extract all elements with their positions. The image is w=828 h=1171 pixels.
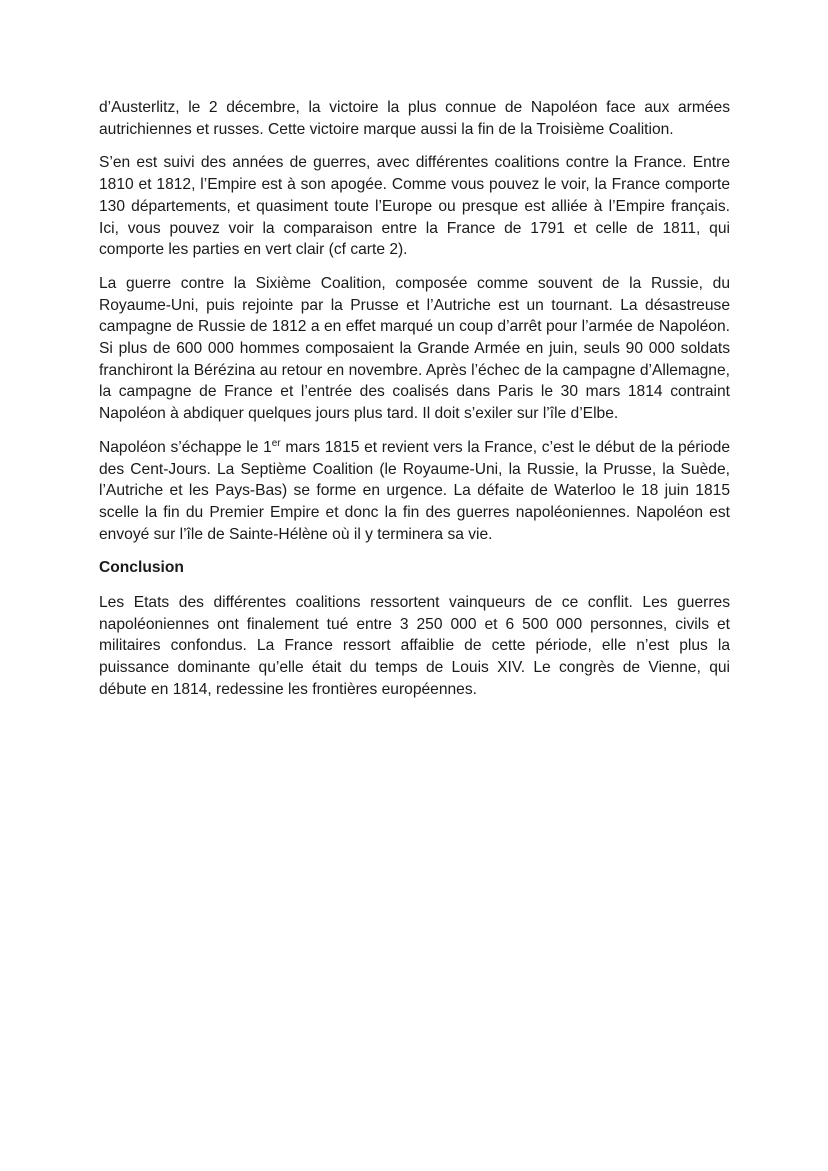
- paragraph-hundred-days: [99, 437, 730, 546]
- paragraph-conclusion: Les Etats des différentes coalitions ressortent vainqueurs de ce conflit. Les guerres napoléoniennes ont finalement tué entre 3 250 000 et 6 500 000 personnes, civils et militaires confondus. La France ressort affaiblie de cette période, elle n’est plus la puissance dominante qu’elle était du temps de Louis XIV. Le congrès de Vienne, qui débute en 1814, redessine les frontières européennes.: [99, 594, 730, 698]
- document-body: [99, 97, 730, 713]
- paragraph-austerlitz: d’Austerlitz, le 2 décembre, la victoire la plus connue de Napoléon face aux armées autrichiennes et russes. Cette victoire marque aussi la fin de la Troisième Coalition.: [99, 99, 730, 138]
- paragraph-empire-apogee: S’en est suivi des années de guerres, avec différentes coalitions contre la France. Entre 1810 et 1812, l’Empire est à son apogée. Comme vous pouvez le voir, la France comporte 130 départements, et quasiment toute l’Europe ou presque est alliée à l’Empire français. Ici, vous pouvez voir la comparaison entre la France de 1791 et celle de 1811, qui comporte les parties en vert clair (cf carte 2).: [99, 154, 730, 259]
- paragraph-sixth-coalition: La guerre contre la Sixième Coalition, composée comme souvent de la Russie, du Royaume-Uni, puis rejointe par la Prusse et l’Autriche est un tournant. La désastreuse campagne de Russie de 1812 a en effet marqué un coup d’arrêt pour l’armée de Napoléon. Si plus de 600 000 hommes composaient la Grande Armée en juin, seuls 90 000 soldats franchiront la Bérézina au retour en novembre. Après l’échec de la campagne d’Allemagne, la campagne de France et l’entrée des coalisés dans Paris le 30 mars 1814 contraint Napoléon à abdiquer quelques jours plus tard. Il doit s’exiler sur l’île d’Elbe.: [99, 274, 730, 423]
- ordinal-superscript: er: [271, 437, 281, 449]
- hundred-days-text-start: Napoléon s’échappe le 1: [99, 438, 272, 456]
- hundred-days-text-rest: mars 1815 et revient vers la France, c’est le début de la période des Cent-Jours. La Septième Coalition (le Royaume-Uni, la Russie, la Prusse, la Suède, l’Autriche et les Pays-Bas) se forme en urgence. La défaite de Waterloo le 18 juin 1815 scelle la fin du Premier Empire et donc la fin des guerres napoléoniennes. Napoléon est envoyé sur l’île de Sainte-Hélène où il y terminera sa vie.: [99, 438, 730, 543]
- conclusion-heading: Conclusion: [99, 559, 184, 577]
